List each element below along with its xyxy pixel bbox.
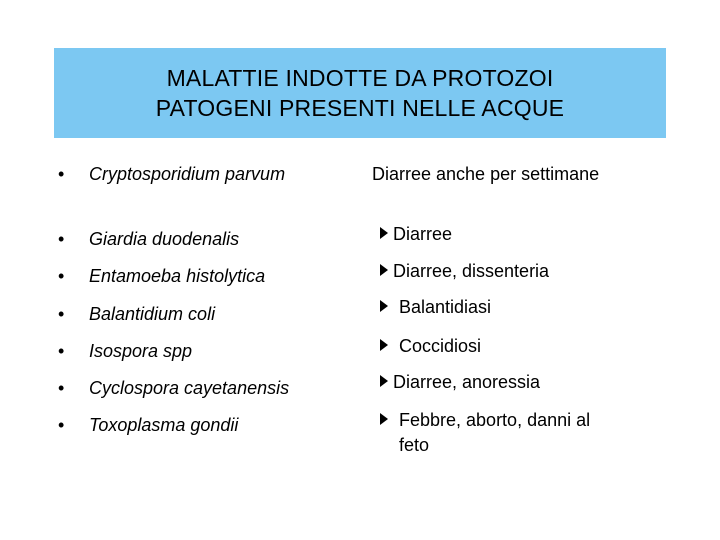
bullet: • bbox=[58, 304, 65, 324]
list-item-isospora bbox=[58, 340, 192, 362]
organism-label: Toxoplasma gondii bbox=[89, 415, 239, 435]
disease-label-line-2: feto bbox=[399, 435, 430, 455]
list-item-balantidium bbox=[58, 303, 215, 325]
right-triangle-icon bbox=[380, 413, 388, 425]
organism-label: Cyclospora cayetanensis bbox=[89, 378, 290, 398]
disease-cyclospora bbox=[380, 371, 540, 393]
bullet: • bbox=[58, 229, 65, 249]
organism-label: Entamoeba histolytica bbox=[89, 266, 266, 286]
organism-label: Cryptosporidium parvum bbox=[89, 164, 286, 184]
organism-label: Giardia duodenalis bbox=[89, 229, 240, 249]
list-item-cyclospora bbox=[58, 377, 289, 399]
disease-label-line-1: Febbre, aborto, danni al bbox=[399, 410, 591, 430]
disease-label: Diarree, dissenteria bbox=[393, 261, 550, 281]
bullet: • bbox=[58, 266, 65, 286]
right-triangle-icon bbox=[380, 300, 388, 312]
disease-isospora bbox=[380, 335, 481, 357]
right-triangle-icon bbox=[380, 339, 388, 351]
header-right-text: Diarree anche per settimane bbox=[372, 164, 600, 184]
title-line-1: MALATTIE INDOTTE DA PROTOZOI bbox=[166, 65, 554, 91]
disease-label: Coccidiosi bbox=[399, 336, 482, 356]
right-triangle-icon bbox=[380, 264, 388, 276]
disease-label: Diarree bbox=[393, 224, 453, 244]
list-item-toxoplasma bbox=[58, 414, 238, 436]
disease-label: Balantidiasi bbox=[399, 297, 492, 317]
organism-label: Isospora spp bbox=[89, 341, 193, 361]
disease-label: Diarree, anoressia bbox=[393, 372, 541, 392]
title-banner bbox=[54, 48, 666, 138]
list-item-giardia bbox=[58, 228, 239, 250]
list-item-entamoeba bbox=[58, 265, 265, 287]
bullet: • bbox=[58, 164, 65, 184]
right-triangle-icon bbox=[380, 375, 388, 387]
disease-entamoeba bbox=[380, 260, 549, 282]
organism-label: Balantidium coli bbox=[89, 304, 216, 324]
right-triangle-icon bbox=[380, 227, 388, 239]
title-line-2: PATOGENI PRESENTI NELLE ACQUE bbox=[155, 95, 565, 121]
bullet: • bbox=[58, 415, 65, 435]
list-item-cryptosporidium bbox=[58, 163, 285, 185]
bullet: • bbox=[58, 341, 65, 361]
disease-toxoplasma bbox=[380, 409, 590, 431]
disease-giardia bbox=[380, 223, 452, 245]
disease-balantidium bbox=[380, 296, 491, 318]
bullet: • bbox=[58, 378, 65, 398]
